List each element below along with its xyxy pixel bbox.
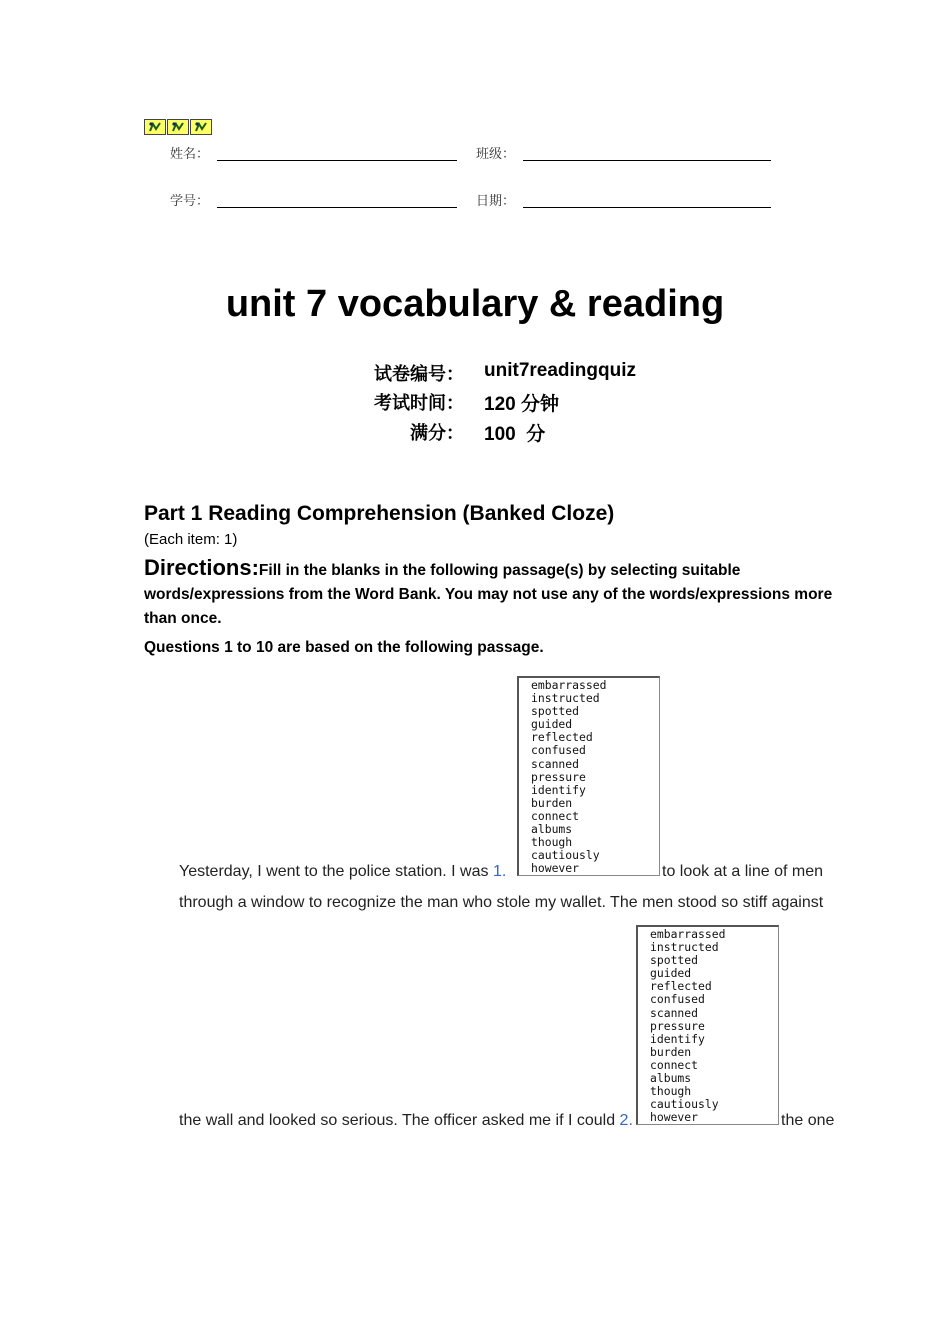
passage-text: Yesterday, I went to the police station. I was bbox=[179, 863, 493, 880]
name-label: 姓名： bbox=[170, 147, 210, 162]
word-option[interactable]: connect bbox=[650, 1057, 699, 1072]
word-option[interactable]: though bbox=[650, 1084, 692, 1099]
word-bank-select-2[interactable] bbox=[636, 925, 779, 1125]
class-field[interactable] bbox=[523, 160, 771, 161]
word-option[interactable]: albums bbox=[531, 822, 573, 837]
word-option[interactable]: cautiously bbox=[650, 1097, 719, 1112]
score-value: 100 分 bbox=[484, 424, 546, 445]
score-label: 满分： bbox=[410, 423, 464, 444]
student-id-label: 学号： bbox=[170, 194, 210, 209]
word-option[interactable]: guided bbox=[531, 717, 573, 732]
name-field[interactable] bbox=[217, 160, 457, 161]
directions bbox=[144, 556, 834, 631]
part-title: Part 1 Reading Comprehension (Banked Cloze) bbox=[144, 502, 615, 525]
passage-line-1-end: to look at a line of men bbox=[662, 863, 823, 880]
word-option[interactable]: albums bbox=[650, 1071, 692, 1086]
passage-line-3-end: the one bbox=[781, 1112, 835, 1129]
word-option[interactable]: instructed bbox=[531, 691, 600, 706]
time-value: 120 分钟 bbox=[484, 394, 559, 415]
page-title: unit 7 vocabulary & reading bbox=[225, 283, 725, 325]
question-number-2: 2. bbox=[619, 1112, 633, 1129]
word-option[interactable]: pressure bbox=[531, 769, 586, 784]
word-option[interactable]: burden bbox=[650, 1044, 692, 1059]
word-option[interactable]: embarrassed bbox=[650, 927, 726, 941]
student-id-field[interactable] bbox=[217, 207, 457, 208]
time-label: 考试时间： bbox=[374, 393, 464, 414]
word-option[interactable]: connect bbox=[531, 808, 580, 823]
word-option[interactable]: confused bbox=[650, 992, 705, 1007]
pencil-icon[interactable] bbox=[190, 119, 212, 135]
date-label: 日期： bbox=[476, 194, 516, 209]
directions-heading: Directions: bbox=[144, 555, 259, 580]
date-field[interactable] bbox=[523, 207, 771, 208]
word-option[interactable]: reflected bbox=[531, 730, 593, 745]
passage-line-1-start bbox=[179, 863, 506, 881]
directions-text: Fill in the blanks in the following passage(s) by selecting suitable words/expressions from the Word Bank. You may not use any of the words/expressions more than once. bbox=[144, 562, 833, 627]
paper-id-value: unit7readingquiz bbox=[484, 360, 636, 381]
class-label: 班级： bbox=[476, 147, 516, 162]
word-option[interactable]: confused bbox=[531, 743, 586, 758]
questions-intro: Questions 1 to 10 are based on the following passage. bbox=[144, 639, 544, 656]
word-option[interactable]: identify bbox=[531, 782, 586, 797]
word-option[interactable]: identify bbox=[650, 1031, 705, 1046]
word-option[interactable]: cautiously bbox=[531, 848, 600, 863]
word-option[interactable]: guided bbox=[650, 966, 692, 981]
word-option[interactable]: pressure bbox=[650, 1018, 705, 1033]
passage-line-3-start bbox=[179, 1112, 633, 1130]
toolbar bbox=[144, 119, 212, 135]
word-option[interactable]: however bbox=[650, 1110, 699, 1125]
word-option[interactable]: though bbox=[531, 835, 573, 850]
word-option[interactable]: spotted bbox=[531, 704, 580, 719]
word-option[interactable]: instructed bbox=[650, 940, 719, 955]
paper-id-label: 试卷编号： bbox=[374, 364, 464, 385]
passage-line-2: through a window to recognize the man who stole my wallet. The men stood so stiff against bbox=[179, 894, 824, 911]
word-option[interactable]: burden bbox=[531, 795, 573, 810]
word-option[interactable]: scanned bbox=[531, 756, 580, 771]
word-option[interactable]: reflected bbox=[650, 979, 712, 994]
question-number-1: 1. bbox=[492, 863, 507, 880]
pencil-icon[interactable] bbox=[167, 119, 189, 135]
word-bank-select-1[interactable] bbox=[517, 676, 660, 876]
word-option[interactable]: spotted bbox=[650, 953, 699, 968]
word-option[interactable]: however bbox=[531, 861, 580, 876]
item-score-note: (Each item: 1) bbox=[144, 531, 238, 548]
word-option[interactable]: embarrassed bbox=[531, 678, 607, 692]
pencil-icon[interactable] bbox=[144, 119, 166, 135]
word-option[interactable]: scanned bbox=[650, 1005, 699, 1020]
passage-text: the wall and looked so serious. The officer asked me if I could bbox=[179, 1112, 620, 1129]
